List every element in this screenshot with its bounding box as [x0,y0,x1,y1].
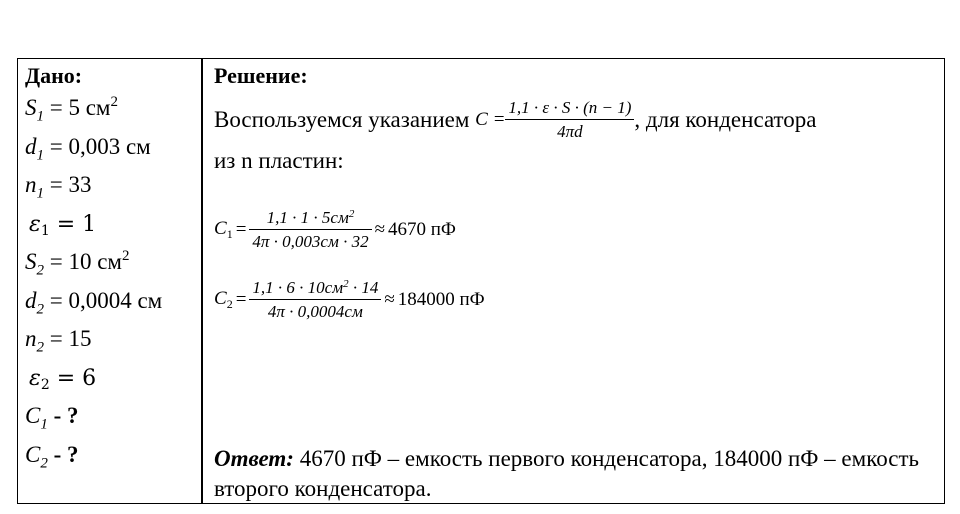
given-e2-symbol: ε [29,365,41,391]
given-column [25,63,195,474]
calc2-num-a: 1,1 · 6 · 10см [252,278,344,297]
given-s1 [25,89,195,128]
given-s2 [25,243,195,282]
calc1-num-a: 1,1 · 1 · 5см [266,208,349,227]
given-d2 [25,282,195,321]
given-d1-sub: 1 [36,147,44,164]
calc1-numerator [249,208,371,230]
calc1-sub: 1 [226,227,233,241]
calc2-equals: = [235,289,247,310]
given-c2-sub: 2 [40,455,48,472]
calc1-equals: = [235,219,247,240]
calc2-approx: ≈ [384,289,395,310]
calc-c1 [214,208,934,252]
calc2-symbol: C [214,288,227,309]
formula-fraction [505,98,634,142]
given-e2-value: = 6 [49,365,97,391]
given-s1-sup: 2 [110,94,118,110]
given-d2-value: = 0,0004 см [44,287,163,313]
intro-line2: из n пластин: [214,148,344,173]
calc1-symbol: C [214,218,227,239]
calc1-denominator: 4π · 0,003см · 32 [252,232,369,251]
calc2-num-b: · 14 [348,278,379,297]
given-e1-value: = 1 [49,211,97,237]
given-n1-value: = 33 [44,172,92,197]
given-s2-value: = 10 см [44,249,122,274]
given-e2-var [25,366,50,391]
given-c1-var: C [25,403,41,428]
given-c2-var: C [25,441,41,467]
given-s1-var: S [25,95,37,120]
given-e2 [25,359,195,398]
answer [214,444,934,504]
calc1-approx: ≈ [374,219,386,240]
given-n1-var: n [25,172,37,197]
given-d1-value: = 0,003 см [44,133,151,159]
given-n1 [25,166,195,205]
given-n2-var: n [25,326,37,351]
given-c2 [25,436,195,475]
given-e1 [25,205,195,244]
given-d2-var: d [25,287,37,313]
given-n2 [25,320,195,359]
given-s2-sup: 2 [121,248,130,264]
solution-heading: Решение: [214,63,308,88]
given-d1 [25,128,195,167]
given-c2-unknown: - ? [47,441,79,467]
calc-c2 [214,278,934,322]
formula-numerator: 1,1 · ε · S · (n − 1) [505,98,634,120]
given-e1-symbol: ε [29,211,41,237]
given-c1 [25,397,195,436]
given-s2-sub: 2 [36,262,44,279]
calc2-num-sup: 2 [343,278,349,290]
calc2-lhs [214,288,233,309]
answer-label: Ответ: [214,446,294,471]
calc2-denominator: 4π · 0,0004см [267,302,363,321]
given-e2-sub: 2 [40,376,50,393]
intro-text: Воспользуемся указанием [214,107,476,132]
given-c1-unknown: - ? [47,403,79,428]
given-n2-value: = 15 [44,326,92,351]
answer-text: 4670 пФ – емкость первого конденсатора, 184000 пФ – емкость второго конденсатора. [214,446,920,501]
calc1-fraction [249,208,371,252]
solution-column [214,63,934,501]
column-divider [201,59,203,503]
calc2-numerator [249,278,381,300]
solution-table [17,58,945,504]
calc1-num-sup: 2 [348,208,355,220]
given-d2-sub: 2 [36,301,44,318]
given-d1-var: d [25,133,37,159]
given-s1-value: = 5 см [44,95,111,120]
given-c1-sub: 1 [40,416,48,433]
calc1-lhs [214,218,233,239]
calc2-sub: 2 [226,297,233,311]
solution-intro [214,98,934,142]
given-s2-var: S [25,249,37,274]
given-e1-sub: 1 [40,222,50,239]
formula-lhs: C = [475,109,506,130]
intro-text-after: , для конденсатора [634,107,817,132]
given-heading: Дано: [25,63,83,88]
given-n1-sub: 1 [36,185,44,202]
given-e1-var [25,212,50,237]
calc2-result: 184000 пФ [397,289,485,310]
formula-denominator: 4πd [557,122,583,141]
given-s1-sub: 1 [36,108,44,125]
given-n2-sub: 2 [36,339,44,356]
calc2-fraction [249,278,381,322]
calc1-result: 4670 пФ [388,219,456,240]
